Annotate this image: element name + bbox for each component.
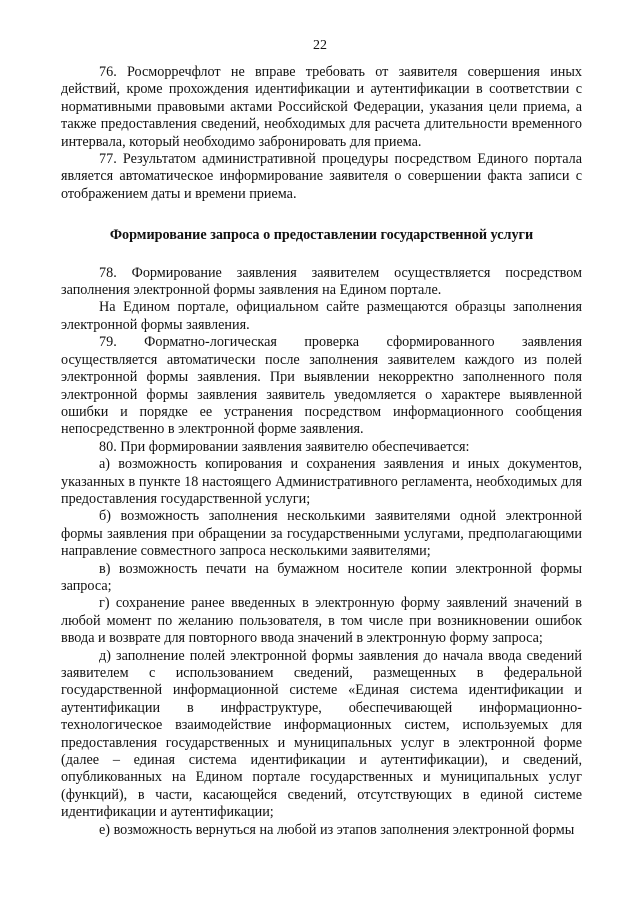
paragraph-80: 80. При формировании заявления заявителю обеспечивается: — [99, 438, 470, 455]
document-body — [61, 64, 582, 839]
paragraph-76: 76. Росморречфлот не вправе требовать от заявителя совершения иных действий, кроме прохождения идентификации и аутентификации в соответствии с нормативными правовыми актами Российской Федерации, указания цели приема, а также предоставления сведений, необходимых для расчета длительности временного интервала, который необходимо забронировать для приема. — [61, 64, 582, 150]
section-heading: Формирование запроса о предоставлении государственной услуги — [109, 227, 534, 244]
paragraph-78: 78. Формирование заявления заявителем осуществляется посредством заполнения электронной формы заявления на Едином портале. — [61, 264, 582, 299]
page-number: 22 — [313, 38, 327, 53]
paragraph-77: 77. Результатом административной процедуры посредством Единого портала является автоматическое информирование заявителя о совершении факта записи с отображением даты и времени приема. — [61, 151, 582, 202]
list-item-b: б) возможность заполнения несколькими заявителями одной электронной формы заявления при обращении за государственными услугами, предполагающими направление совместного запроса несколькими заявителями; — [61, 508, 582, 560]
list-item-v: в) возможность печати на бумажном носителе копии электронной формы запроса; — [61, 560, 582, 594]
paragraph-78-samples: На Едином портале, официальном сайте размещаются образцы заполнения электронной формы заявления. — [61, 299, 582, 333]
list-item-e: е) возможность вернуться на любой из этапов заполнения электронной формы — [99, 821, 575, 838]
list-item-a: а) возможность копирования и сохранения заявления и иных документов, указанных в пункте 18 настоящего Административного регламента, необходимых для предоставления государственной услуги; — [61, 456, 582, 507]
list-item-g: г) сохранение ранее введенных в электронную форму заявлений значений в любой момент по желанию пользователя, в том числе при возникновении ошибок ввода и возврате для повторного ввода значений в электронную форму запроса; — [61, 595, 582, 647]
list-item-d: д) заполнение полей электронной формы заявления до начала ввода сведений заявителем с использованием сведений, размещенных в федеральной государственной информационной системе «Единая система идентификации и аутентификации в инфраструктуре, обеспечивающей информационно-технологическое взаимодействие информационных систем, используемых для предоставления государственных и муниципальных услуг в электронной форме (далее – единая система идентификации и аутентификации), и сведений, опубликованных на Едином портале государственных и муниципальных услуг (функций), в части, касающейся сведений, отсутствующих в единой системе идентификации и аутентификации; — [61, 647, 582, 821]
paragraph-79: 79. Форматно-логическая проверка сформированного заявления осуществляется автоматически после заполнения заявителем каждого из полей электронной формы заявления. При выявлении некорректно заполненного поля электронной формы заявления заявитель уведомляется о характере выявленной ошибки и порядке ее устранения посредством информационного сообщения непосредственно в электронной форме заявления. — [61, 334, 582, 438]
